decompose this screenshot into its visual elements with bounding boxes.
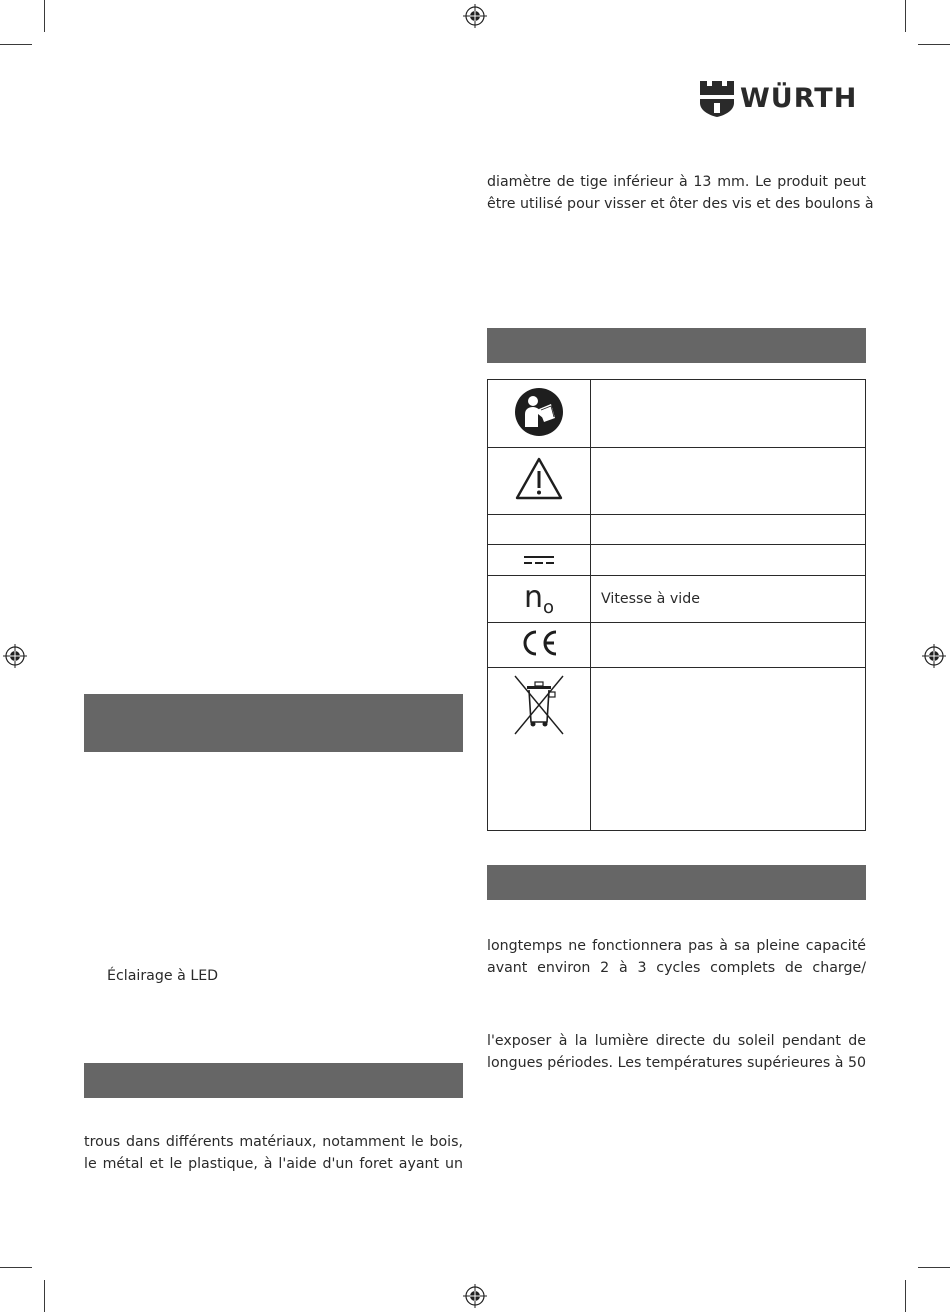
table-row xyxy=(488,576,866,623)
ce-mark-icon xyxy=(518,629,560,657)
table-cell xyxy=(591,515,866,545)
table-cell xyxy=(591,668,866,831)
section-header-bar xyxy=(487,328,866,363)
text-line: trous dans différents matériaux, notamment le bois, xyxy=(84,1134,463,1150)
registration-mark-icon xyxy=(463,1284,487,1308)
table-row xyxy=(488,380,866,448)
table-cell xyxy=(488,380,591,448)
table-cell-no-load-speed: Vitesse à vide xyxy=(591,576,866,623)
table-row xyxy=(488,448,866,515)
table-cell xyxy=(488,668,591,831)
table-cell xyxy=(488,448,591,515)
table-cell xyxy=(591,448,866,515)
table-row xyxy=(488,623,866,668)
table-cell xyxy=(488,576,591,623)
crossed-bin-icon xyxy=(511,674,567,736)
registration-mark-icon xyxy=(463,4,487,28)
text-line: longues périodes. Les températures supérieures à 50 xyxy=(487,1055,866,1071)
table-cell xyxy=(591,545,866,576)
crop-mark xyxy=(0,1267,32,1268)
section-header-bar xyxy=(487,865,866,900)
table-row xyxy=(488,545,866,576)
wurth-emblem-icon xyxy=(700,79,734,117)
no-load-speed-icon xyxy=(523,580,555,618)
registration-mark-icon xyxy=(922,644,946,668)
crop-mark xyxy=(0,44,32,45)
table-cell xyxy=(591,380,866,448)
section-header-bar xyxy=(84,694,463,752)
text-line: diamètre de tige inférieur à 13 mm. Le produit peut xyxy=(487,174,866,190)
table-row xyxy=(488,668,866,831)
text-line: longtemps ne fonctionnera pas à sa pleine capacité xyxy=(487,938,866,954)
led-feature-item: Éclairage à LED xyxy=(107,968,219,984)
direct-current-icon xyxy=(523,554,555,566)
text-line: le métal et le plastique, à l'aide d'un foret ayant un xyxy=(84,1156,463,1172)
crop-mark xyxy=(918,44,950,45)
table-cell xyxy=(591,623,866,668)
battery-paragraph-2 xyxy=(487,1030,866,1074)
speed-symbol: n xyxy=(523,580,543,615)
crop-mark xyxy=(905,1280,906,1312)
brand-logo xyxy=(700,78,857,118)
section-header-bar xyxy=(84,1063,463,1098)
brand-logo-text: WÜRTH xyxy=(740,82,858,114)
text-line: avant environ 2 à 3 cycles complets de charge/ xyxy=(487,960,866,976)
intended-use-continuation xyxy=(487,171,874,215)
text-line: être utilisé pour visser et ôter des vis et des boulons à xyxy=(487,196,874,212)
crop-mark xyxy=(44,1280,45,1312)
table-row xyxy=(488,515,866,545)
warning-triangle-icon xyxy=(514,456,564,502)
intended-use-paragraph xyxy=(84,1131,463,1175)
crop-mark xyxy=(905,0,906,32)
table-cell xyxy=(488,623,591,668)
crop-mark xyxy=(44,0,45,32)
symbols-table xyxy=(487,379,866,831)
battery-paragraph-1 xyxy=(487,935,866,979)
text-line: l'exposer à la lumière directe du soleil pendant de xyxy=(487,1033,866,1049)
registration-mark-icon xyxy=(3,644,27,668)
speed-subscript: o xyxy=(543,597,555,618)
table-cell xyxy=(488,515,591,545)
table-cell xyxy=(488,545,591,576)
crop-mark xyxy=(918,1267,950,1268)
read-manual-icon xyxy=(514,387,564,437)
